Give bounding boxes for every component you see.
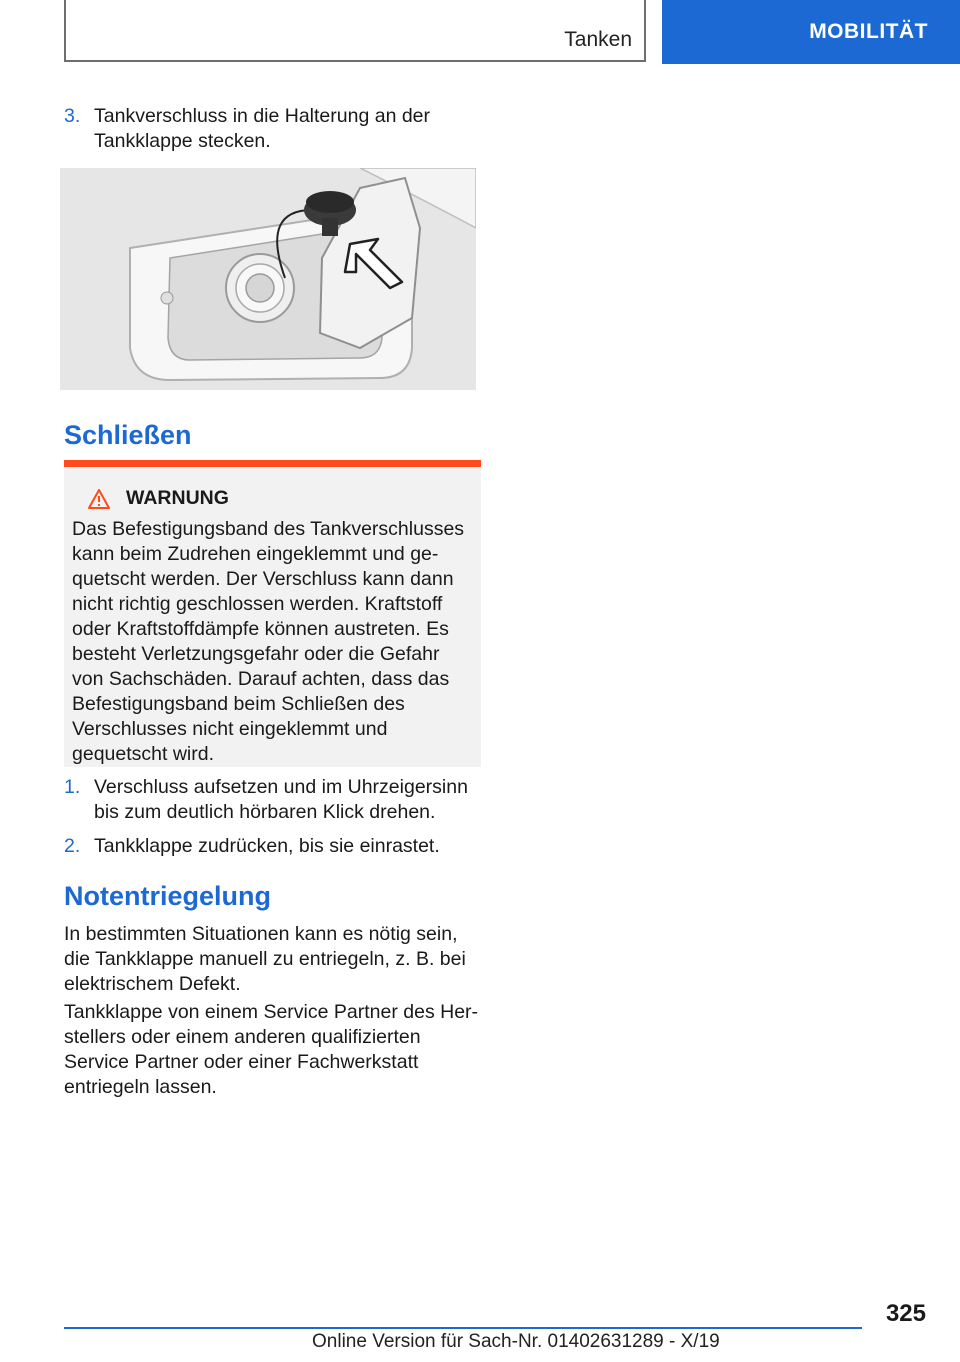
chapter-tab-label: MOBILITÄT — [809, 20, 928, 43]
top-step-list — [64, 104, 482, 154]
section-title: Tanken — [564, 28, 632, 51]
list-item — [64, 834, 482, 859]
close-step-list — [64, 775, 482, 859]
warning-box — [64, 467, 481, 767]
step-number: 2. — [64, 835, 81, 857]
list-item — [64, 775, 482, 825]
step-text: Tankverschluss in die Halterung an der Tankklappe stecken. — [94, 105, 431, 152]
footer-divider — [64, 1327, 862, 1329]
footer-online-version: Online Version für Sach-Nr. 01402631289 - X/19 — [312, 1331, 720, 1352]
paragraph: In bestimmten Situationen kann es nötig sein, die Tankklappe manuell zu entriegeln, z. B. bei elektrischem Defekt. — [64, 923, 466, 995]
step-text: Verschluss aufsetzen und im Uhrzeigersinn bis zum deutlich hörbaren Klick drehen. — [94, 776, 468, 823]
warning-triangle-icon — [88, 489, 110, 509]
step-text: Tankklappe zudrücken, bis sie einrastet. — [94, 835, 440, 857]
heading-schliessen: Schließen — [64, 420, 192, 450]
header-frame — [64, 0, 646, 62]
heading-notentriegelung: Notentriegelung — [64, 881, 271, 911]
chapter-tab[interactable] — [662, 0, 960, 64]
list-item — [64, 104, 482, 154]
page-number: 325 — [885, 1300, 926, 1327]
warning-label: WARNUNG — [126, 487, 229, 509]
step-number: 1. — [64, 776, 81, 798]
warning-text: Das Befestigungsband des Tankverschlusses kann beim Zudrehen eingeklemmt und gequetscht werden. Der Verschluss kann dann nicht richtig geschlossen werden. Kraftstoff oder Kraftstoffdämpfe können austreten. Es besteht Verletzungsgefahr oder die Gefahr von Sachschäden. Darauf achten, dass das Befestigungsband beim Schließen des Verschlusses nicht eingeklemmt und gequetscht wird. — [72, 518, 465, 765]
fuel-flap-figure — [60, 168, 476, 390]
fuel-cap-arrow-illustration — [60, 168, 476, 390]
warning-bar — [64, 460, 481, 467]
step-number: 3. — [64, 105, 81, 127]
paragraph: Tankklappe von einem Service Partner des Herstellers oder einem anderen qualifizierten Service Partner oder einer Fachwerkstatt entriegeln lassen. — [64, 1001, 479, 1098]
warning-header — [72, 487, 471, 510]
